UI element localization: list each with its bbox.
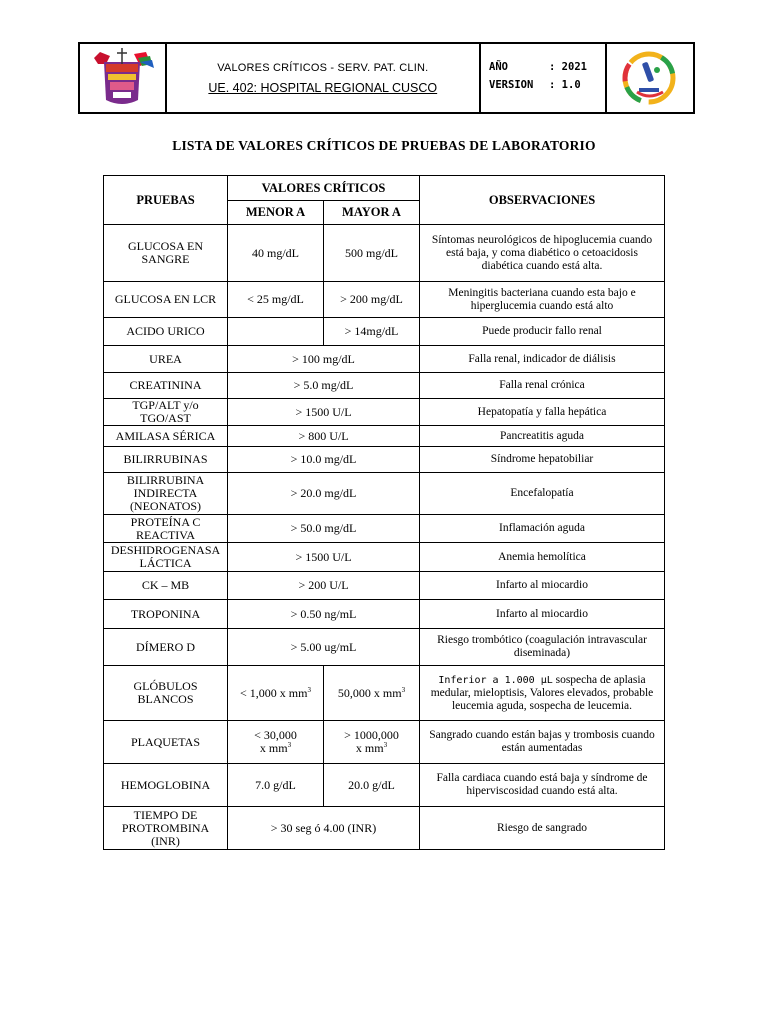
year-value: : 2021	[549, 61, 587, 73]
header-lower: MENOR A	[228, 201, 324, 225]
header-meta	[481, 44, 607, 112]
header-title-line2: UE. 402: HOSPITAL REGIONAL CUSCO	[208, 80, 438, 95]
row-test: AMILASA SÉRICA	[104, 426, 228, 447]
row-test: CREATININA	[104, 373, 228, 399]
row-observation: Puede producir fallo renal	[420, 318, 665, 346]
row-higher: 500 mg/dL	[324, 225, 420, 282]
table-row	[104, 629, 665, 666]
row-higher-text: 50,000 x mm	[337, 685, 402, 700]
row-value: > 30 seg ó 4.00 (INR)	[228, 807, 420, 850]
critical-values-table	[103, 175, 665, 850]
header-observations: OBSERVACIONES	[420, 176, 665, 225]
row-observation: Falla renal, indicador de diálisis	[420, 346, 665, 373]
row-lower	[228, 666, 324, 721]
row-observation: Infarto al miocardio	[420, 600, 665, 629]
row-observation: Pancreatitis aguda	[420, 426, 665, 447]
row-observation	[420, 666, 665, 721]
row-observation: Infarto al miocardio	[420, 572, 665, 600]
row-test: TIEMPO DE PROTROMBINA (INR)	[104, 807, 228, 850]
row-observation: Riesgo trombótico (coagulación intravascular diseminada)	[420, 629, 665, 666]
table-row	[104, 666, 665, 721]
row-value: > 800 U/L	[228, 426, 420, 447]
row-value: > 1500 U/L	[228, 543, 420, 572]
row-test: PROTEÍNA C REACTIVA	[104, 515, 228, 543]
row-value: > 0.50 ng/mL	[228, 600, 420, 629]
year-label: AÑO	[489, 61, 508, 73]
row-observation: Falla cardiaca cuando está baja y síndrome de hiperviscosidad cuando está alta.	[420, 764, 665, 807]
row-test: UREA	[104, 346, 228, 373]
hospital-logo	[80, 44, 167, 112]
table-row	[104, 373, 665, 399]
table-row	[104, 426, 665, 447]
row-test: DESHIDROGENASA LÁCTICA	[104, 543, 228, 572]
row-test: HEMOGLOBINA	[104, 764, 228, 807]
row-higher	[324, 666, 420, 721]
table-row	[104, 225, 665, 282]
row-lower-line2: x mm	[259, 741, 288, 755]
row-observation: Riesgo de sangrado	[420, 807, 665, 850]
row-lower: < 25 mg/dL	[228, 282, 324, 318]
header-title-line1: VALORES CRÍTICOS - SERV. PAT. CLIN.	[217, 61, 429, 74]
row-value: > 50.0 mg/dL	[228, 515, 420, 543]
hospital-crest-icon	[80, 44, 164, 112]
header-tests: PRUEBAS	[104, 176, 228, 225]
row-value: > 5.0 mg/dL	[228, 373, 420, 399]
table-row	[104, 346, 665, 373]
table-row	[104, 399, 665, 426]
header-title-block	[167, 44, 482, 112]
table-row	[104, 318, 665, 346]
table-row	[104, 807, 665, 850]
table-row	[104, 447, 665, 473]
row-higher: 20.0 g/dL	[324, 764, 420, 807]
row-value: > 200 U/L	[228, 572, 420, 600]
row-value: > 1500 U/L	[228, 399, 420, 426]
row-higher	[324, 721, 420, 764]
row-test: GLUCOSA EN SANGRE	[104, 225, 228, 282]
table-row	[104, 600, 665, 629]
table-header-row	[104, 176, 665, 201]
table-row	[104, 721, 665, 764]
row-observation: Inflamación aguda	[420, 515, 665, 543]
row-test: BILIRRUBINAS	[104, 447, 228, 473]
row-value: > 100 mg/dL	[228, 346, 420, 373]
row-observation-text: sospecha de aplasia medular, mieloptisis, Valores elevados, probable leucemia aguda, sospecha de leucemia.	[430, 673, 654, 712]
header-critical: VALORES CRÍTICOS	[228, 176, 420, 201]
row-value: > 20.0 mg/dL	[228, 473, 420, 515]
microscope-lab-icon	[607, 44, 693, 112]
row-higher: > 200 mg/dL	[324, 282, 420, 318]
table-row	[104, 572, 665, 600]
table-row	[104, 473, 665, 515]
row-observation: Anemia hemolítica	[420, 543, 665, 572]
row-test: PLAQUETAS	[104, 721, 228, 764]
document-title: LISTA DE VALORES CRÍTICOS DE PRUEBAS DE LABORATORIO	[172, 138, 596, 153]
row-lower	[228, 318, 324, 346]
row-observation: Encefalopatía	[420, 473, 665, 515]
row-observation-prefix: Inferior a 1.000 µL	[438, 674, 553, 686]
row-lower: 7.0 g/dL	[228, 764, 324, 807]
row-lower-sup: 3	[287, 741, 292, 749]
row-higher-line1: > 1000,000	[344, 728, 399, 742]
row-value: > 10.0 mg/dL	[228, 447, 420, 473]
row-observation: Hepatopatía y falla hepática	[420, 399, 665, 426]
row-lower-sup: 3	[307, 685, 311, 694]
row-lower-line1: < 30,000	[254, 728, 297, 742]
header-higher: MAYOR A	[324, 201, 420, 225]
version-value: : 1.0	[549, 79, 581, 91]
row-test: BILIRRUBINA INDIRECTA (NEONATOS)	[104, 473, 228, 515]
row-higher: > 14mg/dL	[324, 318, 420, 346]
row-lower	[228, 721, 324, 764]
document-header	[78, 42, 695, 114]
table-row	[104, 282, 665, 318]
row-lower-text: < 1,000 x mm	[240, 685, 308, 700]
row-observation: Meningitis bacteriana cuando esta bajo e hiperglucemia cuando está alto	[420, 282, 665, 318]
row-observation: Síntomas neurológicos de hipoglucemia cuando está baja, y coma diabético o cetoacidosis diabética cuando está alta.	[420, 225, 665, 282]
row-test: ACIDO URICO	[104, 318, 228, 346]
version-label: VERSION	[489, 79, 534, 91]
table-row	[104, 515, 665, 543]
table-row	[104, 764, 665, 807]
row-test: GLUCOSA EN LCR	[104, 282, 228, 318]
row-observation: Falla renal crónica	[420, 373, 665, 399]
row-test: TGP/ALT y/o TGO/AST	[104, 399, 228, 426]
row-observation: Sangrado cuando están bajas y trombosis cuando están aumentadas	[420, 721, 665, 764]
row-higher-line2: x mm	[355, 741, 384, 755]
table-row	[104, 543, 665, 572]
row-observation: Síndrome hepatobiliar	[420, 447, 665, 473]
row-higher-sup: 3	[401, 685, 406, 694]
row-value: > 5.00 ug/mL	[228, 629, 420, 666]
lab-logo	[607, 44, 693, 112]
row-test: CK – MB	[104, 572, 228, 600]
row-test: DÍMERO D	[104, 629, 228, 666]
row-test: TROPONINA	[104, 600, 228, 629]
row-higher-sup: 3	[383, 741, 388, 749]
row-lower: 40 mg/dL	[228, 225, 324, 282]
row-test: GLÓBULOS BLANCOS	[104, 666, 228, 721]
